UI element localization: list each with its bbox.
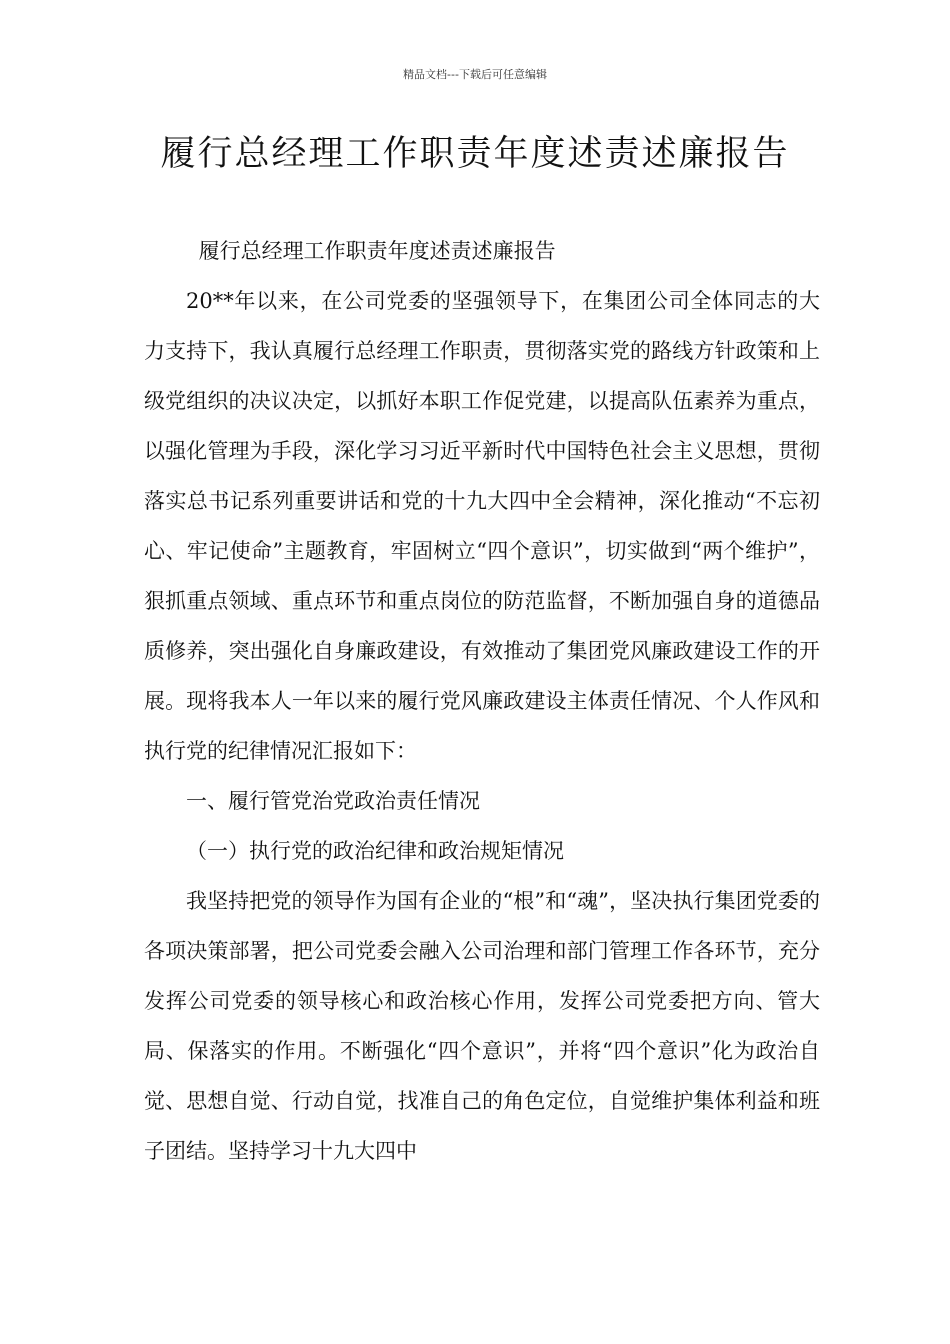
body-paragraph: 我坚持把党的领导作为国有企业的“根”和“魂”，坚决执行集团党委的各项决策部署，把公司党委会融入公司治理和部门管理工作各环节，充分发挥公司党委的领导核心和政治核心作用，发挥公司党委把方向、管大局、保落实的作用。不断强化“四个意识”，并将“四个意识”化为政治自觉、思想自觉、行动自觉，找准自己的角色定位，自觉维护集体利益和班子团结。坚持学习十九大四中 xyxy=(144,889,820,1163)
document-body xyxy=(144,226,820,1176)
document-title: 履行总经理工作职责年度述责述廉报告 xyxy=(160,134,790,174)
subtitle-paragraph: 履行总经理工作职责年度述责述廉报告 xyxy=(198,239,556,263)
subsection-heading: （一）执行党的政治纪律和政治规矩情况 xyxy=(186,839,564,863)
intro-paragraph: 20**年以来，在公司党委的坚强领导下，在集团公司全体同志的大力支持下，我认真履行总经理工作职责，贯彻落实党的路线方针政策和上级党组织的决议决定，以抓好本职工作促党建，以提高队伍素养为重点，以强化管理为手段，深化学习习近平新时代中国特色社会主义思想，贯彻落实总书记系列重要讲话和党的十九大四中全会精神，深化推动“不忘初心、牢记使命”主题教育，牢固树立“四个意识”，切实做到“两个维护”，狠抓重点领域、重点环节和重点岗位的防范监督，不断加强自身的道德品质修养，突出强化自身廉政建设，有效推动了集团党风廉政建设工作的开展。现将我本人一年以来的履行党风廉政建设主体责任情况、个人作风和执行党的纪律情况汇报如下： xyxy=(144,289,820,763)
header-note: 精品文档---下载后可任意编辑 xyxy=(403,68,547,81)
section-heading: 一、履行管党治党政治责任情况 xyxy=(186,789,480,813)
